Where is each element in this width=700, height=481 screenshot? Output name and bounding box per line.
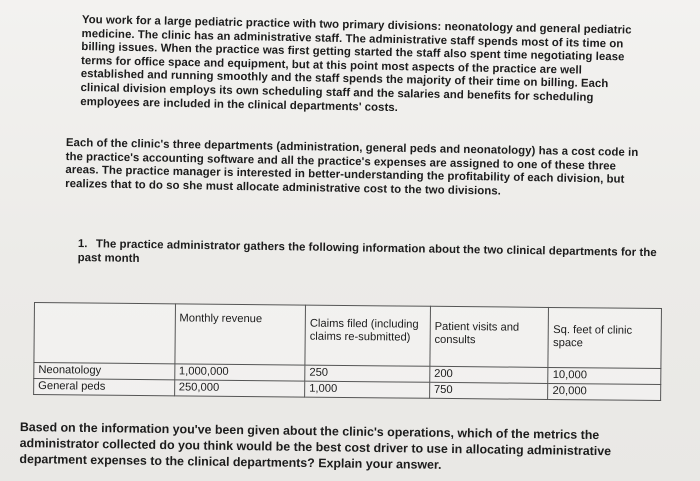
division-name: Neonatology (34, 363, 175, 380)
intro-paragraph: You work for a large pediatric practice with two primary divisions: neonatology and general pediatric medicine. The clinic has an administrative staff. The administrative staff spends most of its time on billing issues. When the practice was first getting started the staff also spent time negotiating lease terms for office space and equipment, but at this point most aspects of the practice are well established and running smoothly and the staff spends the majority of their time on billing. Each clinical division employs its own scheduling staff and the salaries and benefits for scheduling employees are included in the clinical departments' costs. (80, 14, 632, 114)
question-1 (78, 238, 658, 274)
table-header-row (34, 303, 662, 369)
visits-value: 200 (430, 366, 549, 383)
revenue-value: 250,000 (174, 380, 305, 397)
header-cell-blank (34, 303, 175, 364)
claims-value: 1,000 (305, 381, 430, 398)
sqft-value: 10,000 (548, 367, 661, 384)
revenue-value: 1,000,000 (174, 364, 305, 381)
visits-value: 750 (429, 382, 548, 399)
discussion-prompt: Based on the information you've been given about the clinic's operations, which of the metrics the administrator collected do you think would be the best cost driver to use in allocating administrative department expenses to the clinical departments? Explain your answer. (19, 420, 612, 473)
header-monthly-revenue: Monthly revenue (174, 304, 305, 365)
question-number: 1. (77, 238, 88, 251)
header-claims-filed: Claims filed (including claims re-submitted) (305, 305, 430, 366)
metrics-table (33, 302, 662, 406)
question-text: The practice administrator gathers the following information about the two clinical departments for the past month (77, 238, 657, 265)
sqft-value: 20,000 (548, 383, 661, 400)
division-name: General peds (34, 379, 175, 396)
header-sq-feet: Sq. feet of clinic space (548, 307, 661, 368)
header-patient-visits: Patient visits and consults (430, 306, 549, 367)
claims-value: 250 (305, 365, 430, 382)
departments-paragraph: Each of the clinic's three departments (administration, general peds and neonatology) has a cost code in the practice's accounting software and all the practice's expenses are assigned to one of these three areas. The practice manager is interested in better-understanding the profitability of each division, but realizes that to do so she must allocate administrative cost to the two divisions. (65, 137, 639, 198)
